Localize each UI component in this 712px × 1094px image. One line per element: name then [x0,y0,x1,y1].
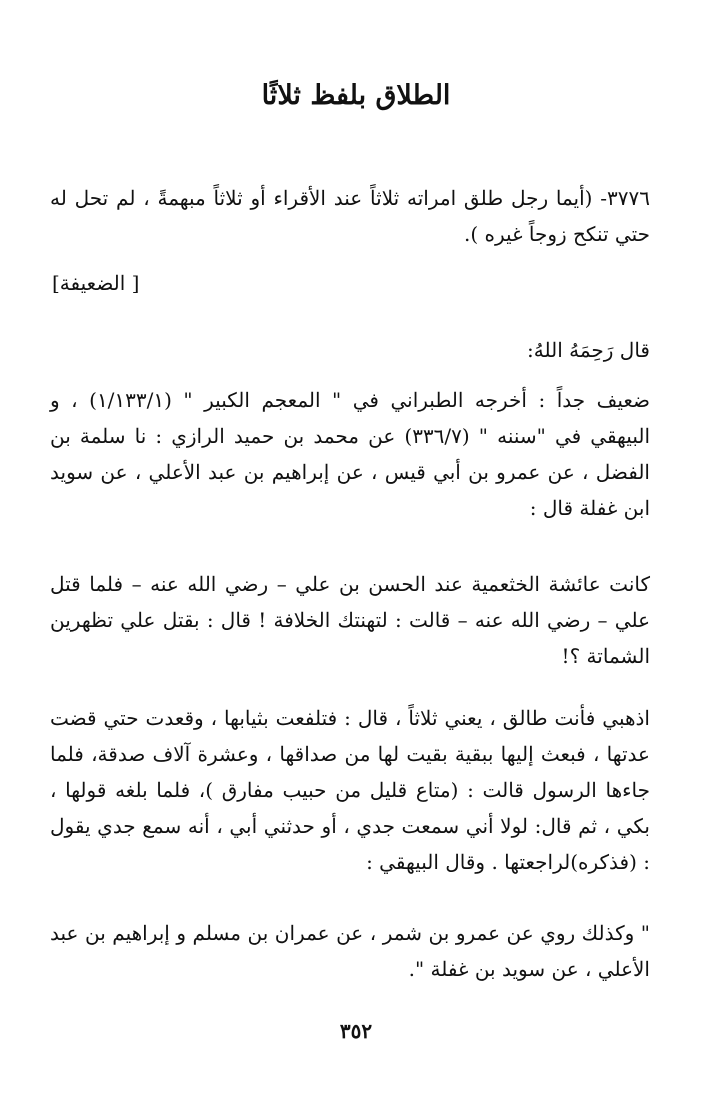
paragraph-text: " وكذلك روي عن عمرو بن شمر ، عن عمران بن مسلم و إبراهيم بن عبد الأعلي ، عن سويد بن غفلة ". [50,921,650,981]
paragraph-text: كانت عائشة الخثعمية عند الحسن بن علي – رضي الله عنه – فلما قتل علي – رضي الله عنه – قالت : لتهنتك الخلافة ! قال : بقتل علي تظهرين الشماتة ؟! [50,572,650,668]
commentary-paragraph-3 [50,700,650,880]
paragraph-text: ضعيف جداً : أخرجه الطبراني في " المعجم الكبير " (١/١٣٣/١) ، و البيهقي في "سننه " (٣٣٦/٧) عن محمد بن حميد الرازي : نا سلمة بن الفضل ، عن عمرو بن أبي قيس ، عن إبراهيم بن عبد الأعلي ، عن سويد ابن غفلة قال : [50,388,651,520]
commentary-paragraph-1 [50,382,650,526]
commentary-intro: قال رَحِمَهُ اللهُ: [527,338,650,362]
grade-reference: [ الضعيفة] [52,271,140,295]
chapter-title: الطلاق بلفظ ثلاثًا [261,80,451,111]
hadith-paragraph: ٣٧٧٦- (أيما رجل طلق امراته ثلاثاً عند الأقراء أو ثلاثاً مبهمةً ، لم تحل له حتي تنكح زوجاً غيره ). [50,186,650,246]
hadith-text [50,180,650,252]
commentary-paragraph-2 [50,566,650,674]
paragraph-text: اذهبي فأنت طالق ، يعني ثلاثاً ، قال : فتلفعت بثيابها ، وقعدت حتي قضت عدتها ، فبعث إليها ببقية بقيت لها من صداقها ، وعشرة آلاف صدقة، فلما جاءها الرسول قالت : (متاع قليل من حبيب مفارق )، فلما بلغه قولها ، بكي ، ثم قال: لولا أني سمعت جدي ، أو حدثني أبي ، أنه سمع جدي يقول : (فذكره)لراجعتها . وقال البيهقي : [50,706,650,874]
commentary-paragraph-4 [50,915,650,987]
page-number: ٣٥٢ [339,1019,373,1043]
